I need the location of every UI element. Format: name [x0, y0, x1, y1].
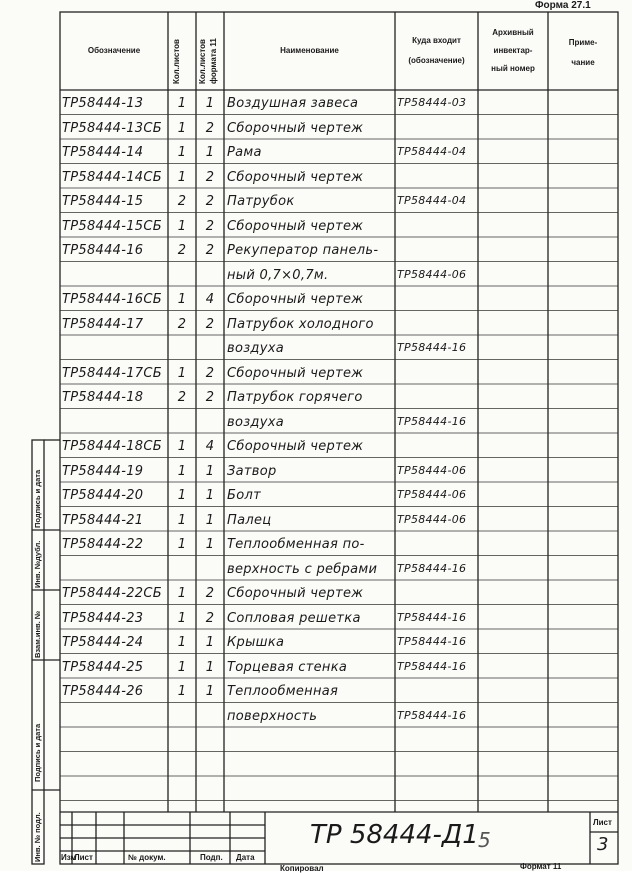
document-code: ТР 58444-Д1 [310, 820, 479, 850]
cell-count: 1 [177, 488, 187, 503]
col-doc: № докум. [128, 853, 166, 862]
cell-name: воздуха [227, 414, 284, 430]
cell-name: Рама [227, 145, 262, 160]
cell-count-f11: 1 [205, 659, 215, 675]
cell-count: 1 [177, 439, 187, 454]
cell-name: Сборочный чертеж [227, 586, 364, 601]
cell-name: Сборочный чертеж [227, 365, 364, 381]
header-note-line1: Приме- [568, 38, 598, 47]
side-label-inv-dubl: Инв. №дубл. [33, 540, 42, 588]
cell-designation: ТР58444-14СБ [62, 169, 162, 185]
cell-name: Патрубок холодного [227, 316, 374, 332]
cell-name: Сборочный чертеж [227, 292, 364, 307]
footer-format: Формат 11 [520, 862, 562, 871]
cell-designation: ТР58444-18СБ [62, 439, 162, 454]
cell-designation: ТР58444-21 [62, 512, 144, 528]
cell-count-f11: 2 [205, 243, 215, 258]
side-label-inv-podl: Инв. № подл. [33, 812, 42, 862]
cell-designation: ТР58444-17СБ [62, 365, 162, 381]
cell-goes-into: ТР58444-06 [397, 488, 467, 501]
cell-count: 1 [177, 512, 187, 528]
cell-goes-into: ТР58444-04 [397, 194, 467, 207]
cell-count: 1 [177, 145, 187, 160]
cell-count: 1 [177, 635, 187, 650]
cell-goes-into: ТР58444-16 [397, 561, 467, 575]
cell-name: Сборочный чертеж [227, 218, 364, 234]
cell-count: 1 [177, 365, 187, 381]
cell-count-f11: 2 [205, 586, 215, 601]
cell-count: 2 [177, 194, 187, 209]
header-note [548, 36, 618, 70]
cell-designation: ТР58444-16СБ [62, 292, 162, 307]
cell-name: поверхность [227, 708, 318, 724]
cell-count-f11: 2 [205, 610, 215, 626]
col-date: Дата [236, 853, 255, 862]
cell-goes-into: ТР58444-16 [397, 659, 467, 673]
cell-count-f11: 1 [205, 635, 215, 650]
cell-name: Сборочный чертеж [227, 120, 364, 136]
cell-goes-into: ТР58444-16 [397, 414, 467, 428]
cell-goes-into: ТР58444-04 [397, 145, 467, 158]
sheet-number: 3 [597, 834, 609, 855]
cell-designation: ТР58444-13 [62, 96, 144, 111]
cell-designation: ТР58444-22 [62, 537, 144, 552]
header-name: Наименование [280, 46, 339, 55]
cell-count: 1 [177, 586, 187, 601]
handwritten-mark: 5 [478, 828, 491, 852]
cell-designation: ТР58444-24 [62, 635, 144, 650]
cell-goes-into: ТР58444-06 [397, 267, 467, 281]
cell-name: Сопловая решетка [227, 610, 361, 626]
cell-name: верхность с ребрами [227, 561, 378, 577]
cell-count-f11: 1 [205, 96, 215, 111]
header-archive-line3: ный номер [491, 64, 535, 73]
cell-count: 1 [177, 292, 187, 307]
cell-goes-into: ТР58444-16 [397, 635, 467, 648]
cell-count: 1 [177, 684, 187, 699]
cell-name: Сборочный чертеж [227, 439, 364, 454]
cell-designation: ТР58444-18 [62, 390, 144, 405]
cell-count-f11: 4 [205, 439, 215, 454]
cell-count-f11: 1 [205, 512, 215, 528]
cell-name: Болт [227, 488, 261, 503]
cell-name: Патрубок [227, 194, 295, 209]
cell-designation: ТР58444-19 [62, 463, 144, 479]
cell-count: 1 [177, 537, 187, 552]
footer-copied: Копировал [280, 864, 324, 873]
cell-designation: ТР58444-15СБ [62, 218, 162, 234]
cell-designation: ТР58444-15 [62, 194, 144, 209]
cell-goes-into: ТР58444-16 [397, 610, 467, 624]
cell-designation: ТР58444-23 [62, 610, 144, 626]
cell-count-f11: 2 [205, 120, 215, 136]
cell-name: Затвор [227, 463, 277, 479]
cell-goes-into: ТР58444-16 [397, 708, 467, 722]
cell-count-f11: 2 [205, 194, 215, 209]
cell-name: ный 0,7×0,7м. [227, 267, 329, 283]
cell-count-f11: 4 [205, 292, 215, 307]
side-label-sign-date-1: Подпись и дата [33, 469, 42, 528]
col-izm: Изм [61, 853, 77, 862]
header-archive [478, 26, 548, 76]
cell-count: 1 [177, 659, 187, 675]
col-list: Лист [74, 853, 93, 862]
header-sheets-format-2: формата 11 [209, 38, 218, 84]
cell-name: Воздушная завеса [227, 96, 359, 111]
col-sign: Подп. [200, 853, 223, 862]
header-note-line2: чание [571, 58, 595, 67]
cell-goes-into: ТР58444-06 [397, 463, 467, 477]
cell-count-f11: 2 [205, 365, 215, 381]
cell-goes-into: ТР58444-16 [397, 341, 467, 354]
cell-count-f11: 1 [205, 684, 215, 699]
header-archive-line1: Архивный [492, 28, 534, 37]
cell-designation: ТР58444-16 [62, 243, 144, 258]
cell-designation: ТР58444-22СБ [62, 586, 162, 601]
cell-name: Торцевая стенка [227, 659, 348, 675]
side-label-vzam-inv: Взам.инв. № [33, 610, 42, 658]
cell-count-f11: 1 [205, 537, 215, 552]
cell-count-f11: 2 [205, 390, 215, 405]
cell-designation: ТР58444-13СБ [62, 120, 162, 136]
cell-designation: ТР58444-14 [62, 145, 144, 160]
cell-count: 1 [177, 169, 187, 185]
cell-count: 1 [177, 218, 187, 234]
cell-name: Сборочный чертеж [227, 169, 364, 185]
cell-name: Патрубок горячего [227, 390, 363, 405]
cell-count: 2 [177, 390, 187, 405]
cell-name: Теплообменная [227, 684, 339, 699]
cell-count-f11: 2 [205, 316, 215, 332]
header-sheets-count: Кол.листов [172, 39, 181, 84]
cell-count-f11: 2 [205, 218, 215, 234]
cell-count: 1 [177, 463, 187, 479]
header-sheets-format-1: Кол.листов [198, 39, 207, 84]
cell-goes-into: ТР58444-03 [397, 96, 467, 109]
header-goes-into [395, 34, 478, 68]
cell-count: 1 [177, 96, 187, 111]
cell-count: 1 [177, 120, 187, 136]
cell-count: 1 [177, 610, 187, 626]
form-label: Форма 27.1 [535, 0, 591, 11]
cell-name: Теплообменная по- [227, 537, 365, 552]
cell-count-f11: 1 [205, 145, 215, 160]
cell-count-f11: 2 [205, 169, 215, 185]
cell-designation: ТР58444-20 [62, 488, 144, 503]
header-designation: Обозначение [87, 46, 141, 55]
cell-designation: ТР58444-26 [62, 684, 144, 699]
sheet-label: Лист [593, 818, 612, 827]
cell-name: Рекуператор панель- [227, 243, 379, 258]
cell-count: 2 [177, 243, 187, 258]
cell-goes-into: ТР58444-06 [397, 512, 467, 526]
header-goes-into-line1: Куда входит [412, 36, 461, 45]
cell-name: воздуха [227, 341, 284, 356]
cell-designation: ТР58444-25 [62, 659, 144, 675]
cell-count-f11: 1 [205, 488, 215, 503]
header-goes-into-line2: (обозначение) [408, 56, 465, 65]
header-archive-line2: инвектар- [493, 46, 533, 55]
cell-count-f11: 1 [205, 463, 215, 479]
cell-name: Палец [227, 512, 272, 528]
cell-name: Крышка [227, 635, 285, 650]
side-label-sign-date-2: Подпись и дата [33, 723, 42, 782]
cell-designation: ТР58444-17 [62, 316, 144, 332]
cell-count: 2 [177, 316, 187, 332]
